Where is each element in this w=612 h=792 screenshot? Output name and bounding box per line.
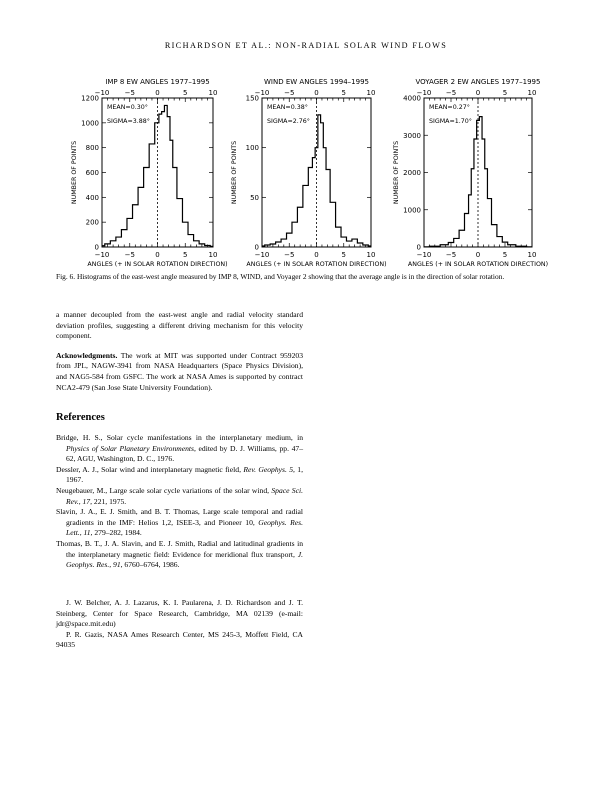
y-tick-label: 200	[85, 218, 99, 227]
x-tick-label-top: 0	[475, 89, 481, 97]
x-tick-label-top: 0	[155, 89, 160, 97]
y-tick-label: 150	[245, 94, 259, 103]
reference-item	[56, 486, 303, 507]
y-tick-label: 4000	[403, 94, 421, 103]
reference-text: Neugebauer, M., Large scale solar cycle variations of the solar wind,	[56, 485, 272, 495]
histogram-bar	[164, 105, 167, 247]
histogram-bar	[308, 168, 312, 247]
histogram-bar	[303, 185, 308, 247]
x-tick-label-top: 5	[341, 89, 346, 97]
affiliations	[56, 598, 303, 651]
references-list	[56, 433, 303, 571]
x-tick-label-top: −5	[284, 89, 295, 97]
y-tick-label: 800	[85, 144, 99, 153]
histogram-bar	[138, 187, 144, 247]
x-tick-label-top: 10	[527, 89, 537, 97]
y-tick-label: 1200	[81, 94, 99, 103]
affiliation: P. R. Gazis, NASA Ames Research Center, MS 245-3, Moffett Field, CA 94035	[56, 629, 303, 650]
x-axis-label: ANGLES (+ IN SOLAR ROTATION DIRECTION)	[246, 261, 387, 268]
x-tick-label-top: 10	[366, 89, 376, 97]
histogram-bar	[173, 168, 177, 247]
y-tick-label: 3000	[403, 131, 421, 140]
x-tick-label-top: −5	[445, 89, 457, 97]
running-head: RICHARDSON ET AL.: NON-RADIAL SOLAR WIND FLOWS	[164, 41, 448, 50]
reference-text: , 6760–6764, 1986.	[120, 560, 180, 570]
sigma-annotation: SIGMA=3.88°	[107, 118, 150, 125]
y-tick-label: 600	[85, 169, 99, 177]
reference-text: , 221, 1975.	[90, 496, 127, 506]
y-tick-label: 400	[85, 193, 99, 202]
y-tick-label: 2000	[403, 169, 421, 177]
y-axis-label: NUMBER OF POINTS	[71, 140, 78, 205]
reference-item	[56, 433, 303, 465]
acknowledgments	[56, 351, 303, 393]
reference-text: Dessler, A. J., Solar wind and interplanetary magnetic field,	[56, 464, 244, 474]
sigma-annotation: SIGMA=1.70°	[429, 118, 472, 125]
histogram-bar	[162, 112, 165, 247]
x-tick-label: −5	[284, 251, 295, 259]
y-tick-label: 0	[94, 243, 99, 252]
x-tick-label: 10	[208, 251, 218, 259]
histogram-bar	[121, 230, 127, 247]
x-axis-label: ANGLES (+ IN SOLAR ROTATION DIRECTION)	[87, 261, 228, 268]
histogram-bar	[144, 168, 150, 247]
reference-text: , 279–282, 1984.	[90, 528, 142, 538]
reference-item	[56, 539, 303, 571]
y-axis-label: NUMBER OF POINTS	[393, 140, 400, 205]
reference-journal: Space Sci. Rev., 17	[66, 485, 303, 506]
x-tick-label: −5	[124, 251, 135, 259]
histogram-bar	[459, 230, 464, 247]
body-column	[56, 310, 303, 393]
x-tick-label-top: −10	[254, 89, 270, 97]
reference-item	[56, 465, 303, 486]
reference-journal: Rev. Geophys. 5	[243, 464, 294, 474]
reference-text: , edited by D. J. Williams, pp. 47–62, AGU, Washington, D. C., 1976.	[66, 443, 303, 464]
histogram-bar	[312, 158, 315, 247]
histogram-bar	[336, 227, 341, 247]
x-tick-label: 0	[155, 251, 160, 259]
x-tick-label-top: −10	[94, 89, 110, 97]
references-heading: References	[56, 412, 105, 423]
affiliation: J. W. Belcher, A. J. Lazarus, K. I. Paularena, J. D. Richardson and J. T. Steinberg, Center for Space Research, Cambridge, MA 02139 (e-mail: jdr@space.mit.edu)	[56, 598, 303, 629]
x-tick-label-top: −5	[124, 89, 135, 97]
histogram-bar	[492, 225, 497, 247]
reference-journal: Physics of Solar Planetary Environments	[66, 443, 194, 453]
histogram-figure	[56, 76, 556, 271]
histogram-bar	[177, 199, 183, 247]
histogram-bar	[155, 123, 159, 247]
figure-6	[56, 76, 556, 271]
histogram-bar	[487, 199, 491, 247]
reference-text: Thomas, B. T., J. A. Slavin, and E. J. Smith, Radial and latitudinal gradients in the interplanetary magnetic field: Evidence for meridional flux transport,	[56, 538, 303, 559]
histogram-bar	[127, 218, 133, 247]
reference-journal: Geophys. Res. Lett., 11	[66, 517, 303, 538]
x-tick-label-top: 5	[502, 89, 508, 97]
chart-title: WIND EW ANGLES 1994–1995	[264, 78, 369, 86]
x-tick-label: 5	[502, 251, 508, 259]
reference-text: , 1, 1967.	[66, 464, 303, 485]
y-tick-label: 100	[245, 144, 259, 153]
histogram-bar	[149, 144, 155, 247]
chart-title: VOYAGER 2 EW ANGLES 1977–1995	[415, 78, 541, 86]
mean-annotation: MEAN=0.30°	[107, 104, 148, 111]
x-tick-label: 5	[341, 251, 346, 259]
x-tick-label: 0	[475, 251, 481, 259]
x-tick-label: −10	[94, 251, 110, 259]
histogram-bar	[159, 114, 162, 247]
histogram-bar	[326, 170, 330, 247]
reference-journal: J. Geophys. Res., 91	[66, 549, 303, 570]
reference-item	[56, 507, 303, 539]
y-tick-label: 50	[250, 193, 259, 202]
sigma-annotation: SIGMA=2.76°	[267, 118, 310, 125]
reference-text: Slavin, J. A., E. J. Smith, and B. T. Thomas, Large scale temporal and radial gradients in the IMF: Helios 1,2, ISEE-3, and Pioneer 10,	[56, 507, 303, 527]
x-tick-label-top: 5	[183, 89, 188, 97]
histogram-bar	[330, 202, 335, 247]
y-tick-label: 0	[254, 243, 259, 252]
x-tick-label-top: 0	[314, 89, 319, 97]
reference-text: Bridge, H. S., Solar cycle manifestations in the interplanetary medium, in	[56, 433, 303, 442]
mean-annotation: MEAN=0.27°	[429, 104, 470, 111]
ack-label: Acknowledgments.	[56, 350, 118, 360]
histogram-bar	[297, 207, 302, 247]
x-tick-label: −10	[416, 251, 432, 259]
mean-annotation: MEAN=0.38°	[267, 104, 308, 111]
histogram-bar	[292, 222, 297, 247]
x-tick-label: 10	[366, 251, 376, 259]
x-tick-label: −10	[254, 251, 270, 259]
y-tick-label: 0	[416, 243, 421, 252]
y-tick-label: 1000	[81, 119, 99, 128]
figure-caption: Fig. 6. Histograms of the east-west angle measured by IMP 8, WIND, and Voyager 2 showing that the average angle is in the direction of solar rotation.	[56, 272, 505, 281]
histogram-bar	[465, 213, 469, 247]
y-axis-label: NUMBER OF POINTS	[231, 140, 238, 205]
histogram-panel-1	[231, 78, 387, 268]
x-tick-label: 10	[527, 251, 537, 259]
ack-text: The work at MIT was supported under Contract 959203 from JPL, NAGW-3941 from NASA Headquarters (Space Physics Division), and NAG5-584 from GSFC. The work at NASA Ames is supported by contract NCA2-479 (San Jose State University Foundation).	[56, 350, 303, 392]
x-tick-label: 5	[183, 251, 188, 259]
x-tick-label-top: 10	[208, 89, 218, 97]
chart-title: IMP 8 EW ANGLES 1977–1995	[105, 78, 210, 86]
x-axis-label: ANGLES (+ IN SOLAR ROTATION DIRECTION)	[407, 261, 549, 268]
y-tick-label: 1000	[403, 206, 421, 215]
x-tick-label: 0	[314, 251, 319, 259]
x-tick-label-top: −10	[416, 89, 432, 97]
histogram-panel-2	[393, 78, 548, 268]
body-paragraph: a manner decoupled from the east-west angle and radial velocity standard deviation profiles, suggesting a different driving mechanism for this velocity component.	[56, 310, 303, 341]
x-tick-label: −5	[445, 251, 457, 259]
histogram-panel-0	[71, 78, 228, 268]
histogram-bar	[133, 205, 139, 247]
